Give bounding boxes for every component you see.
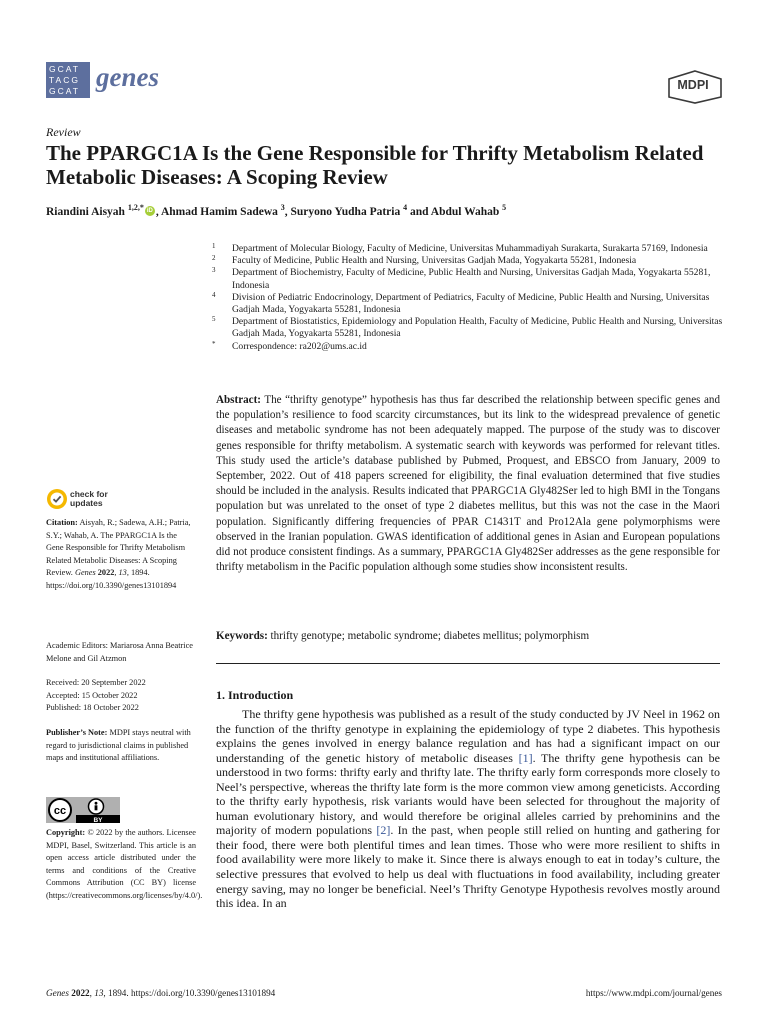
logo-row: GCAT xyxy=(49,86,80,96)
citation-block: Citation: Aisyah, R.; Sadewa, A.H.; Patria, S.Y.; Wahab, A. The PPARGC1A Is the Gene Responsible for Thrifty Metabolism Related Metabolic Diseases: A Scoping Review. Genes 2022, 13, 1894. https://doi.org/10.3390/genes13101894 xyxy=(46,518,191,590)
publisher-note xyxy=(46,727,196,765)
author-list: Riandini Aisyah $^{1,2,*}$ iD , Ahmad Hamim Sadewa $^3$, Suryono Yudha Patria $^4$ and Abdul Wahab $^5$ xyxy=(46,203,507,218)
orcid-icon[interactable]: iD xyxy=(146,208,153,215)
intro-paragraph xyxy=(216,707,720,911)
affiliation-item xyxy=(212,316,732,340)
academic-editors: Academic Editors: Mariarosa Anna Beatrice Melone and Gil Atzmon xyxy=(46,641,193,663)
keywords-label: Keywords: xyxy=(216,630,268,642)
correspondence-text[interactable]: Correspondence: ra202@ums.ac.id xyxy=(232,340,367,352)
journal-name[interactable]: genes xyxy=(96,62,159,92)
citation-text: Aisyah, R.; Sadewa, A.H.; Patria, S.Y.; Wahab, A. The PPARGC1A Is the Gene Responsible for Thrifty Metabolism Related Metabolic Diseases: A Scoping Review. xyxy=(46,518,191,578)
published-date: Published: 18 October 2022 xyxy=(46,703,139,713)
affiliation-number: 4 xyxy=(212,290,216,299)
affiliation-item xyxy=(212,243,732,255)
affiliation-number: 5 xyxy=(212,315,216,324)
article-type: Review xyxy=(46,125,81,139)
publisher-name: MDPI xyxy=(677,78,709,92)
citation-link[interactable]: [1] xyxy=(518,750,533,765)
abstract xyxy=(216,393,720,575)
citation-label: Citation: xyxy=(46,518,78,527)
publisher-note-text: MDPI stays neutral with regard to jurisdictional claims in published maps and institutional affiliations. xyxy=(46,728,191,763)
author-name[interactable]: Suryono Yudha Patria xyxy=(290,205,401,218)
footer-citation: Genes 2022, 13, 1894. https://doi.org/10.3390/genes13101894 xyxy=(46,988,276,998)
abstract-text: The “thrifty genotype” hypothesis has thus far described the relationship between specific genes and the population’s resilience to food scarcity circumstances, but its link to the widespread prevalence of genetic diseases and metabolic syndrome has not been adequately mapped. The purpose of the study was to discover genes responsible for thrifty metabolism. A systematic search with keywords was performed for relevant titles. This study used the article’s database published by Pubmed, Proquest, and EBSCO from January, 2009 to September, 2022. Out of 418 papers screened for eligibility, the final evaluation determined that five studies should be included in the analysis. Results indicated that PPARGC1A Gly482Ser led to high BMI in the Tongans population but was unrelated to the onset of type 2 diabetes mellitus, but this was not the case in the Maori population. Significantly differing frequencies of PPAR C1431T and Pro12Ala gene polymorphisms were observed in the Iranian population. GWAS identification of additional genes in Asian and European populations did not produce consistent findings. As a summary, PPARGC1A Gly482Ser addresses as the gene responsible for thrifty metabolism in the Pacific population although some studies show inconsistent results. xyxy=(216,394,720,574)
accepted-date: Accepted: 15 October 2022 xyxy=(46,690,138,700)
author-name[interactable]: Ahmad Hamim Sadewa xyxy=(160,205,278,218)
check-for-updates-line: updates xyxy=(70,498,103,508)
check-for-updates-icon[interactable] xyxy=(46,488,68,510)
affiliation-text: Faculty of Medicine, Public Health and Nursing, Universitas Gadjah Mada, Yogyakarta 55281, Indonesia xyxy=(232,255,637,267)
check-for-updates-line: check for xyxy=(70,489,108,499)
citation-link[interactable]: [2] xyxy=(376,823,391,838)
by-badge-text: BY xyxy=(93,817,103,823)
check-for-updates-label[interactable] xyxy=(70,490,108,508)
logo-row: GCAT xyxy=(49,64,80,74)
journal-logo[interactable] xyxy=(46,62,90,98)
section-heading: 1. Introduction xyxy=(216,688,294,702)
copyright-label: Copyright: xyxy=(46,828,86,837)
cc-by-license-icon[interactable] xyxy=(46,797,120,823)
citation-journal: Genes xyxy=(74,568,96,578)
correspondence-item xyxy=(212,341,732,353)
logo-row: TACG xyxy=(49,75,80,85)
author-affiliation-sup: 4 xyxy=(403,203,408,212)
copyright-text: © 2022 by the authors. Licensee MDPI, Basel, Switzerland. This article is an open access article distributed under the terms and conditions of the Creative Commons Attribution (CC BY) license (https://creativecommons.org/licenses/by/4.0/). xyxy=(46,828,203,900)
affiliation-item xyxy=(212,292,732,316)
footer-volume: 13 xyxy=(94,988,104,998)
publication-dates xyxy=(46,677,196,715)
footer-journal: Genes xyxy=(46,988,69,998)
affiliation-number: * xyxy=(212,339,216,348)
keywords-text: thrifty genotype; metabolic syndrome; diabetes mellitus; polymorphism xyxy=(270,630,590,642)
article-title: The PPARGC1A Is the Gene Responsible for Thrifty Metabolism Related Metabolic Diseases: A Scoping Review xyxy=(46,141,704,189)
section-divider xyxy=(216,663,720,664)
footer-year: 2022 xyxy=(71,988,90,998)
affiliation-text: Department of Biostatistics, Epidemiology and Population Health, Faculty of Medicine, Public Health and Nursing, Universitas Gadjah Mada, Yogyakarta 55281, Indonesia xyxy=(232,316,723,340)
affiliation-item xyxy=(212,267,732,291)
citation-doi[interactable]: , 1894. https://doi.org/10.3390/genes13101894 xyxy=(46,568,177,590)
author-name[interactable]: Riandini Aisyah xyxy=(46,205,125,218)
abstract-label: Abstract: xyxy=(216,394,261,406)
body-text: The thrifty gene hypothesis was published as a result of the study conducted by JV Neel in 1962 on the function of the thrifty genotype in explaining the epidemiology of type 2 diabetes. This hypothesis explains the genes involved in energy balance regulation and has had a significant impact on our understanding of the genetic history of metabolic diseases xyxy=(216,707,720,765)
citation-year: 2022 xyxy=(97,568,115,578)
author-affiliation-sup: 5 xyxy=(502,203,507,212)
body-text: . The thrifty gene hypothesis can be understood in two forms: thrifty early and thrifty late. The thrifty early form corresponds more closely to Neel’s perspective, whereas the thrifty late form is the more common view among geneticists. According to the thrifty early hypothesis, risk variants would have been selected for throughout the majority of human evolutionary history, and would therefore be original alleles carried by prehominins and the majority of modern populations xyxy=(216,750,720,838)
author-affiliation-sup: 3 xyxy=(280,203,285,212)
affiliation-text: Division of Pediatric Endocrinology, Department of Pediatrics, Faculty of Medicine, Public Health and Nursing, Universitas Gadjah Mada, Yogyakarta 55281, Indonesia xyxy=(232,291,710,316)
footer-journal-url[interactable]: https://www.mdpi.com/journal/genes xyxy=(585,988,722,998)
cc-badge-text: cc xyxy=(53,805,67,817)
affiliation-text: Department of Biochemistry, Faculty of Medicine, Public Health and Nursing, Universitas Gadjah Mada, Yogyakarta 55281, Indonesia xyxy=(232,267,711,291)
copyright-notice xyxy=(46,827,203,903)
affiliation-item xyxy=(212,255,732,267)
publisher-note-label: Publisher’s Note: xyxy=(46,728,108,737)
body-text: . In the past, when people still relied on hunting and gathering for their food, there were both plentiful times and lean times. Those who were more resilient to shifts in food availability were more likely to make it. Since there is always enough to eat in today’s culture, the selective pressures that evolved to help us deal with fluctuations in food availability, including greater energy saving, may no longer be beneficial. Neel’s Thrifty Genotype Hypothesis revolves mostly around this idea. In an xyxy=(216,823,721,911)
affiliation-number: 2 xyxy=(212,254,216,263)
author-name[interactable]: Abdul Wahab xyxy=(430,205,500,218)
keywords xyxy=(216,629,720,644)
footer-doi[interactable]: , 1894. https://doi.org/10.3390/genes13101894 xyxy=(103,988,276,998)
affiliations xyxy=(212,243,732,353)
received-date: Received: 20 September 2022 xyxy=(46,678,146,687)
author-affiliation-sup: 1,2,* xyxy=(127,203,144,212)
affiliation-number: 3 xyxy=(212,266,216,275)
citation-volume: 13 xyxy=(118,568,127,578)
affiliation-text: Department of Molecular Biology, Faculty of Medicine, Universitas Muhammadiyah Surakarta, Surakarta 57169, Indonesia xyxy=(232,243,708,254)
affiliation-number: 1 xyxy=(212,242,216,250)
